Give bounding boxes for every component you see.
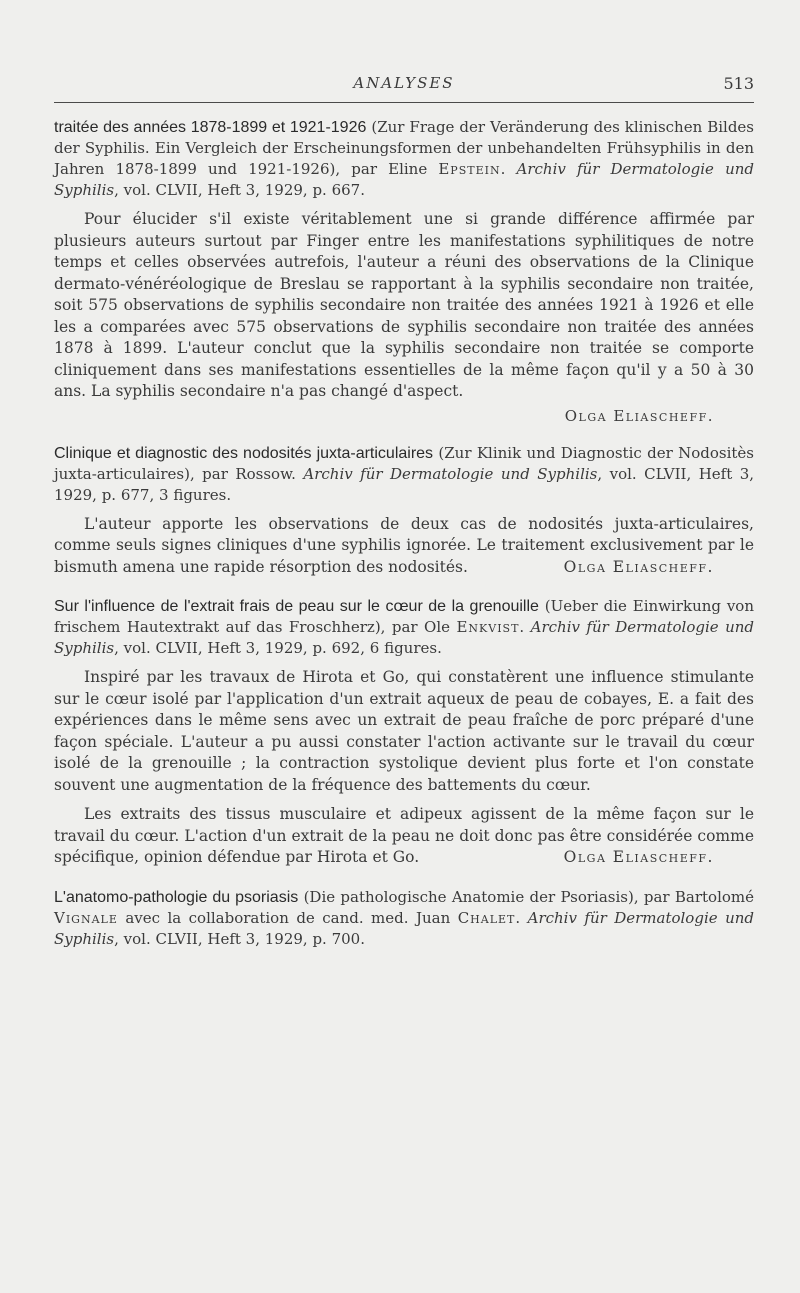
entry-reference-tail: , vol. CLVII, Heft 3, 1929, p. 692, 6 figures. — [114, 639, 442, 657]
entry-heading — [54, 887, 754, 950]
entry-signature: Olga Eliascheff. — [564, 406, 714, 425]
entry-author: Vignale — [54, 908, 118, 927]
entry-title: Clinique et diagnostic des nodosités juxta-articulaires — [54, 444, 434, 462]
entry-signature: Olga Eliascheff. — [563, 848, 714, 866]
entry-author: Epstein — [438, 160, 501, 178]
page-number: 513 — [723, 74, 754, 93]
entry-reference: (Zur Klinik und Diagnostic der Nodositès juxta-articulaires), par Rossow. — [54, 443, 754, 483]
entry-paragraph — [54, 804, 754, 869]
header-rule — [54, 102, 754, 103]
content — [54, 117, 754, 950]
entry-title: L'anatomo-pathologie du psoriasis — [54, 888, 299, 906]
entry-journal: Archiv für Dermatologie und Syphilis — [54, 908, 754, 948]
page-header — [54, 74, 754, 98]
entry-reference-tail: , vol. CLVII, Heft 3, 1929, p. 667. — [114, 181, 365, 199]
entry-journal: Archiv für Dermatologie und Syphilis — [303, 464, 598, 483]
entry-reference-mid: avec la collaboration de cand. med. Juan — [117, 908, 458, 927]
entry-journal: Archiv für Dermatologie und Syphilis — [54, 160, 754, 199]
entry-reference-mid: . — [515, 908, 528, 927]
entry-paragraph-text: L'auteur apporte les observations de deux cas de nodosités juxta-articulaires, comme seuls signes cliniques d'une syphilis ignorée. Le traitement exclusivement par le bismuth amena une rapide résorption des nodosités. — [54, 514, 754, 576]
entry-paragraph — [54, 514, 754, 579]
entry-reference: (Zur Frage der Veränderung des klinischen Bildes der Syphilis. Ein Vergleich der Erscheinungsformen der unbehandelten Frühsyphilis in den Jahren 1878-1899 und 1921-1926), par Eline — [54, 118, 754, 178]
entry-reference-tail: , vol. CLVII, Heft 3, 1929, p. 677, 3 figures. — [54, 464, 754, 504]
entry-paragraph: Pour élucider s'il existe véritablement une si grande différence affirmée par plusieurs auteurs surtout par Finger entre les manifestations syphilitiques de notre temps et celles observées autrefois, l'auteur a réuni des observations de la Clinique dermato-vénéréologique de Breslau se rapportant à la syphilis secondaire non traitée, soit 575 observations de syphilis secondaire non traitée des années 1921 à 1926 et elle les a comparées avec 575 observations de syphilis secondaire non traitée des années 1878 à 1899. L'auteur conclut que la syphilis secondaire non traitée se comporte cliniquement dans ses manifestations essentielles de la même façon qu'il y a 50 à 30 ans. La syphilis secondaire n'a pas changé d'aspect. — [54, 210, 754, 400]
entry-paragraph-text: Les extraits des tissus musculaire et adipeux agissent de la même façon sur le travail du cœur. L'action d'un extrait de la peau ne doit donc pas être considérée comme spécifique, opinion défendue par Hirota et Go. — [54, 805, 754, 866]
entry-author: Chalet — [457, 908, 516, 927]
entry-heading — [54, 443, 754, 506]
entry-reference: (Ueber die Einwirkung von frischem Hautextrakt auf das Froschherz), par Ole — [54, 597, 754, 636]
entry-paragraph: Inspiré par les travaux de Hirota et Go, qui constatèrent une influence stimulante sur le cœur isolé par l'application d'un extrait aqueux de peau de cobayes, E. a fait des expériences dans le même sens avec un extrait de peau fraîche de porc préparé d'une façon spéciale. L'auteur a pu aussi constater l'action activante sur le travail du cœur isolé de la grenouille ; la contraction systolique devient plus forte et l'on constate souvent une augmentation de la fréquence des battements du cœur. — [54, 668, 754, 794]
entry-heading: traitée des années 1878-1899 et 1921-1926 (Zur Frage der Veränderung des klinischen Bildes der Syphilis. Ein Vergleich der Erscheinungsformen der unbehandelten Frühsyphilis in den Jahren 1878-1899 und 1921-1926), par Eline Epstein. Archiv für Dermatologie und Syphilis, vol. CLVII, Heft 3, 1929, p. 667. — [54, 118, 754, 199]
entry-reference: (Die pathologische Anatomie der Psoriasis), par Bartolomé — [303, 887, 754, 906]
entry-title: Sur l'influence de l'extrait frais de peau sur le cœur de la grenouille — [54, 598, 539, 615]
entry-journal: Archiv für Dermatologie und Syphilis — [54, 618, 755, 657]
entry-title: traitée des années 1878-1899 et 1921-1926 — [54, 119, 367, 136]
entry-author: Enkvist — [456, 618, 520, 636]
entry-reference-tail: , vol. CLVII, Heft 3, 1929, p. 700. — [114, 929, 365, 948]
running-head: ANALYSES — [353, 74, 455, 92]
entry-signature: Olga Eliascheff. — [563, 557, 714, 576]
entry-heading: Sur l'influence de l'extrait frais de peau sur le cœur de la grenouille (Ueber die Einwirkung von frischem Hautextrakt auf das Froschherz), par Ole Enkvist. Archiv für Dermatologie und Syphilis, vol. CLVII, Heft 3, 1929, p. 692, 6 figures. — [54, 597, 755, 657]
